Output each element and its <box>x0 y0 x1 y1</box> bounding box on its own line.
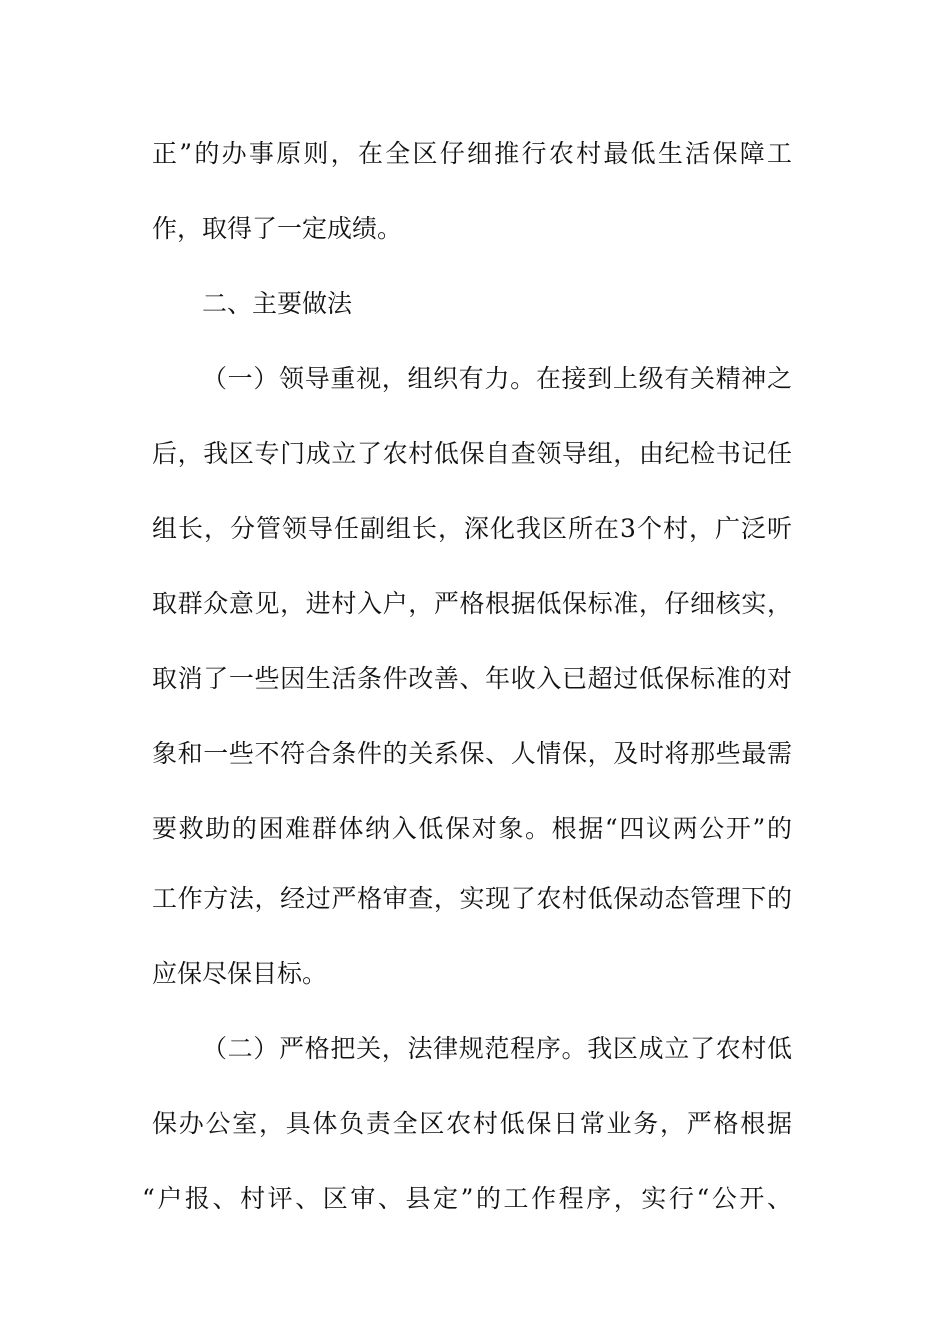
text-line: 正”的办事原则，在全区仔细推行农村最低生活保障工 <box>152 139 792 168</box>
text-line: 取消了一些因生活条件改善、年收入已超过低保标准的对 <box>152 664 792 693</box>
text-line: 取群众意见，进村入户，严格根据低保标准，仔细核实， <box>152 589 792 618</box>
text-line: 要救助的困难群体纳入低保对象。根据“四议两公开”的 <box>152 814 792 843</box>
text-line: 保办公室，具体负责全区农村低保日常业务，严格根据 <box>152 1109 792 1138</box>
section-heading: 二、主要做法 <box>202 289 353 318</box>
text-line: 应保尽保目标。 <box>152 959 328 988</box>
text-line: 后，我区专门成立了农村低保自查领导组，由纪检书记任 <box>152 439 792 468</box>
text-line: （一）领导重视，组织有力。在接到上级有关精神之 <box>202 364 792 393</box>
text-line: 组长，分管领导任副组长，深化我区所在3个村，广泛听 <box>152 514 792 543</box>
text-line: “户报、村评、区审、县定”的工作程序，实行“公开、 <box>142 1184 792 1213</box>
text-line: （二）严格把关，法律规范程序。我区成立了农村低 <box>202 1034 792 1063</box>
text-line: 象和一些不符合条件的关系保、人情保，及时将那些最需 <box>152 739 792 768</box>
text-line: 作，取得了一定成绩。 <box>152 214 403 243</box>
text-line: 工作方法，经过严格审查，实现了农村低保动态管理下的 <box>152 884 792 913</box>
